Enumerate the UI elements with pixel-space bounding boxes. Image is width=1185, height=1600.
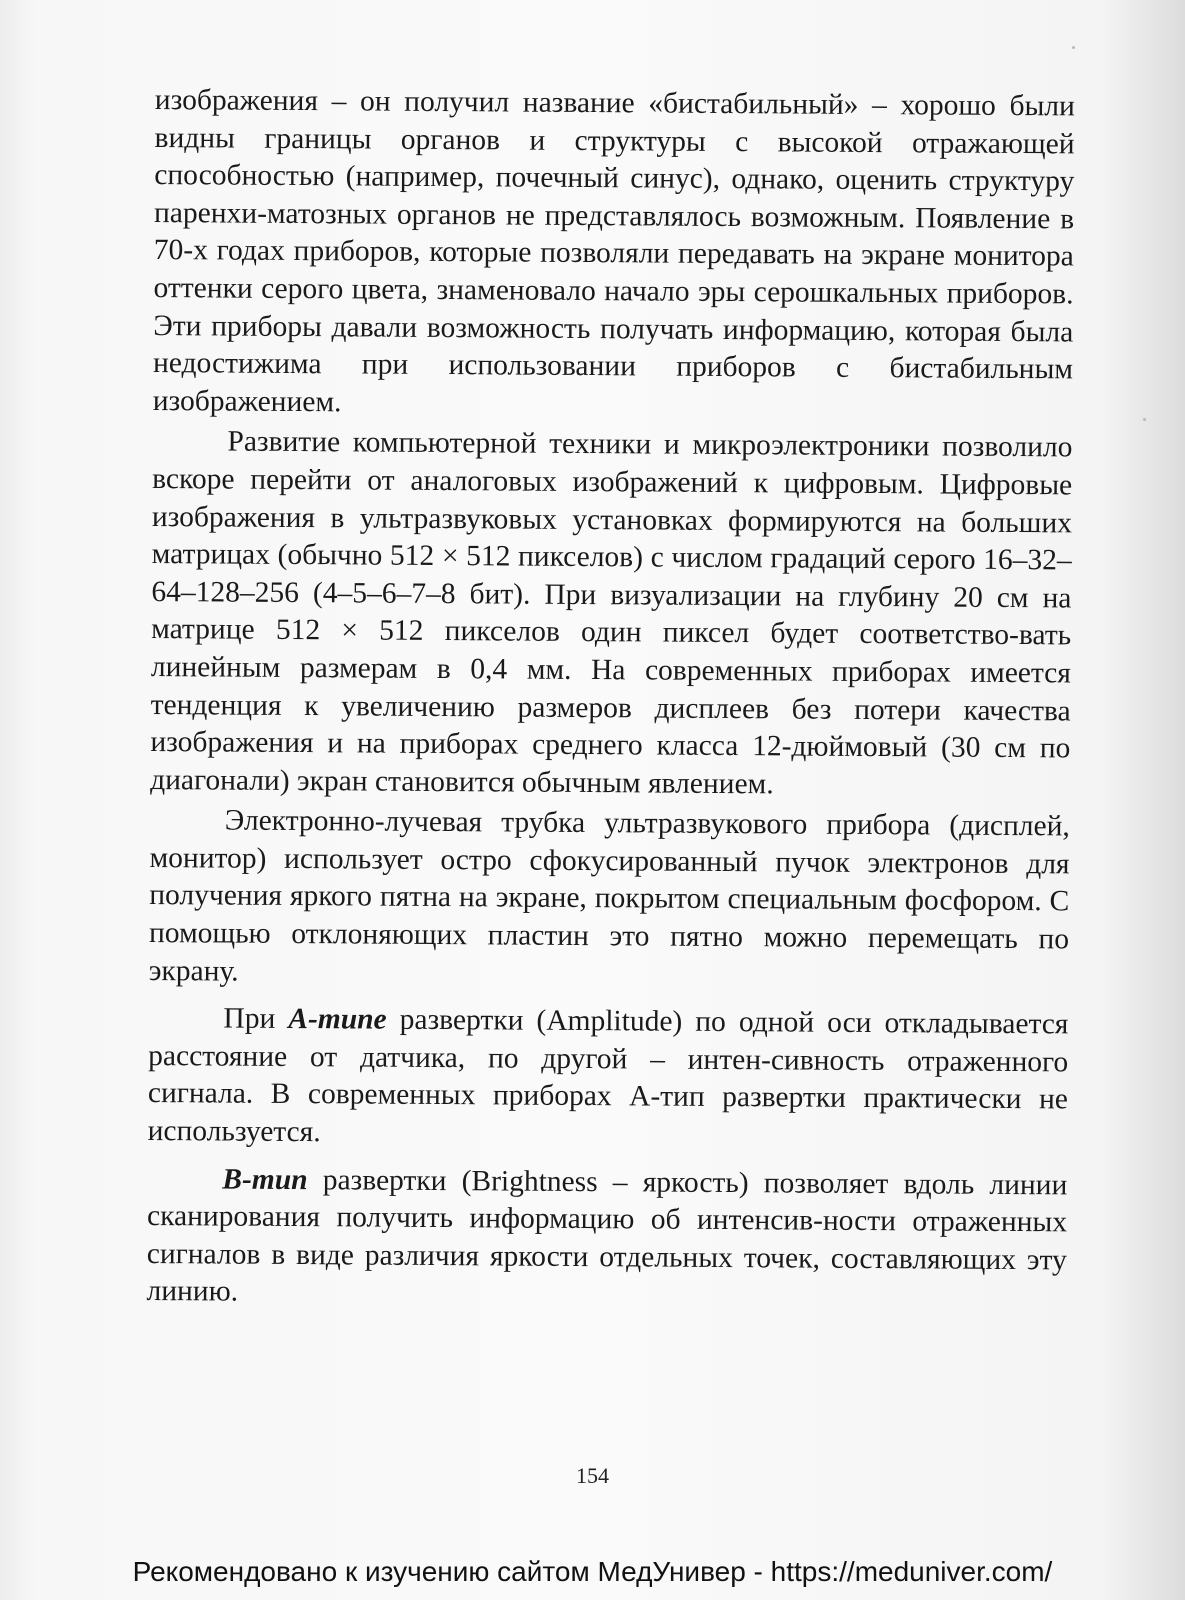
a-type-body: развертки (Amplitude) по одной оси откладывается расстояние от датчика, по другой – интен-сивность отраженного сигнала. В современных приборах А-тип развертки практически не используется. bbox=[147, 1003, 1069, 1149]
footer-recommendation: Рекомендовано к изучению сайтом МедУнивер - https://meduniver.com/ bbox=[132, 1556, 1053, 1587]
body-text bbox=[146, 82, 1075, 1317]
page-number: 154 bbox=[576, 1463, 609, 1488]
paragraph-b-type bbox=[146, 1161, 1067, 1318]
scan-speck bbox=[1143, 418, 1146, 421]
a-type-term: А-типе bbox=[288, 1003, 387, 1036]
paragraph-digital-images: Развитие компьютерной техники и микроэлектроники позволило вскоре перейти от аналоговых изображений к цифровым. Цифровые изображения в ультразвуковых установках формируются на больших матрицах (обычно 512 × 512 пикселов) с числом градаций серого 16–32–64–128–256 (4–5–6–7–8 бит). При визуализации на глубину 20 см на матрице 512 × 512 пикселов один пиксел будет соответство-вать линейным размерам в 0,4 мм. На современных приборах имеется тенденция к увеличению размеров дисплеев без потери качества изображения и на приборах среднего класса 12-дюймовый (30 см по диагонали) экран становится обычным явлением. bbox=[150, 425, 1073, 801]
a-type-lead: При bbox=[223, 1002, 289, 1036]
paragraph-crt: Электронно-лучевая трубка ультразвукового прибора (дисплей, монитор) использует остро сфокусированный пучок электронов для получения яркого пятна на экране, покрытом специальным фосфором. С помощью отклоняющих пластин это пятно можно перемещать по экрану. bbox=[148, 804, 1070, 988]
paragraph-a-type bbox=[148, 1000, 1069, 1157]
paragraph-continuation: изображения – он получил название «бистабильный» – хорошо были видны границы органов и структуры с высокой отражающей способностью (например, почечный синус), однако, оценить структуру паренхи-матозных органов не представлялось возможным. Появление в 70-х годах приборов, которые позволяли передавать на экране монитора оттенки серого цвета, знаменовало начало эры серошкальных приборов. Эти приборы давали возможность получать информацию, которая была недостижима при использовании приборов с бистабильным изображением. bbox=[152, 83, 1075, 419]
b-type-body: развертки (Brightness – яркость) позволяет вдоль линии сканирования получить информацию об интенсив-ности отраженных сигналов в виде различия яркости отдельных точек, составляющих эту линию. bbox=[146, 1163, 1068, 1309]
b-type-term: В-тип bbox=[222, 1163, 308, 1196]
scan-speck bbox=[1072, 46, 1075, 49]
